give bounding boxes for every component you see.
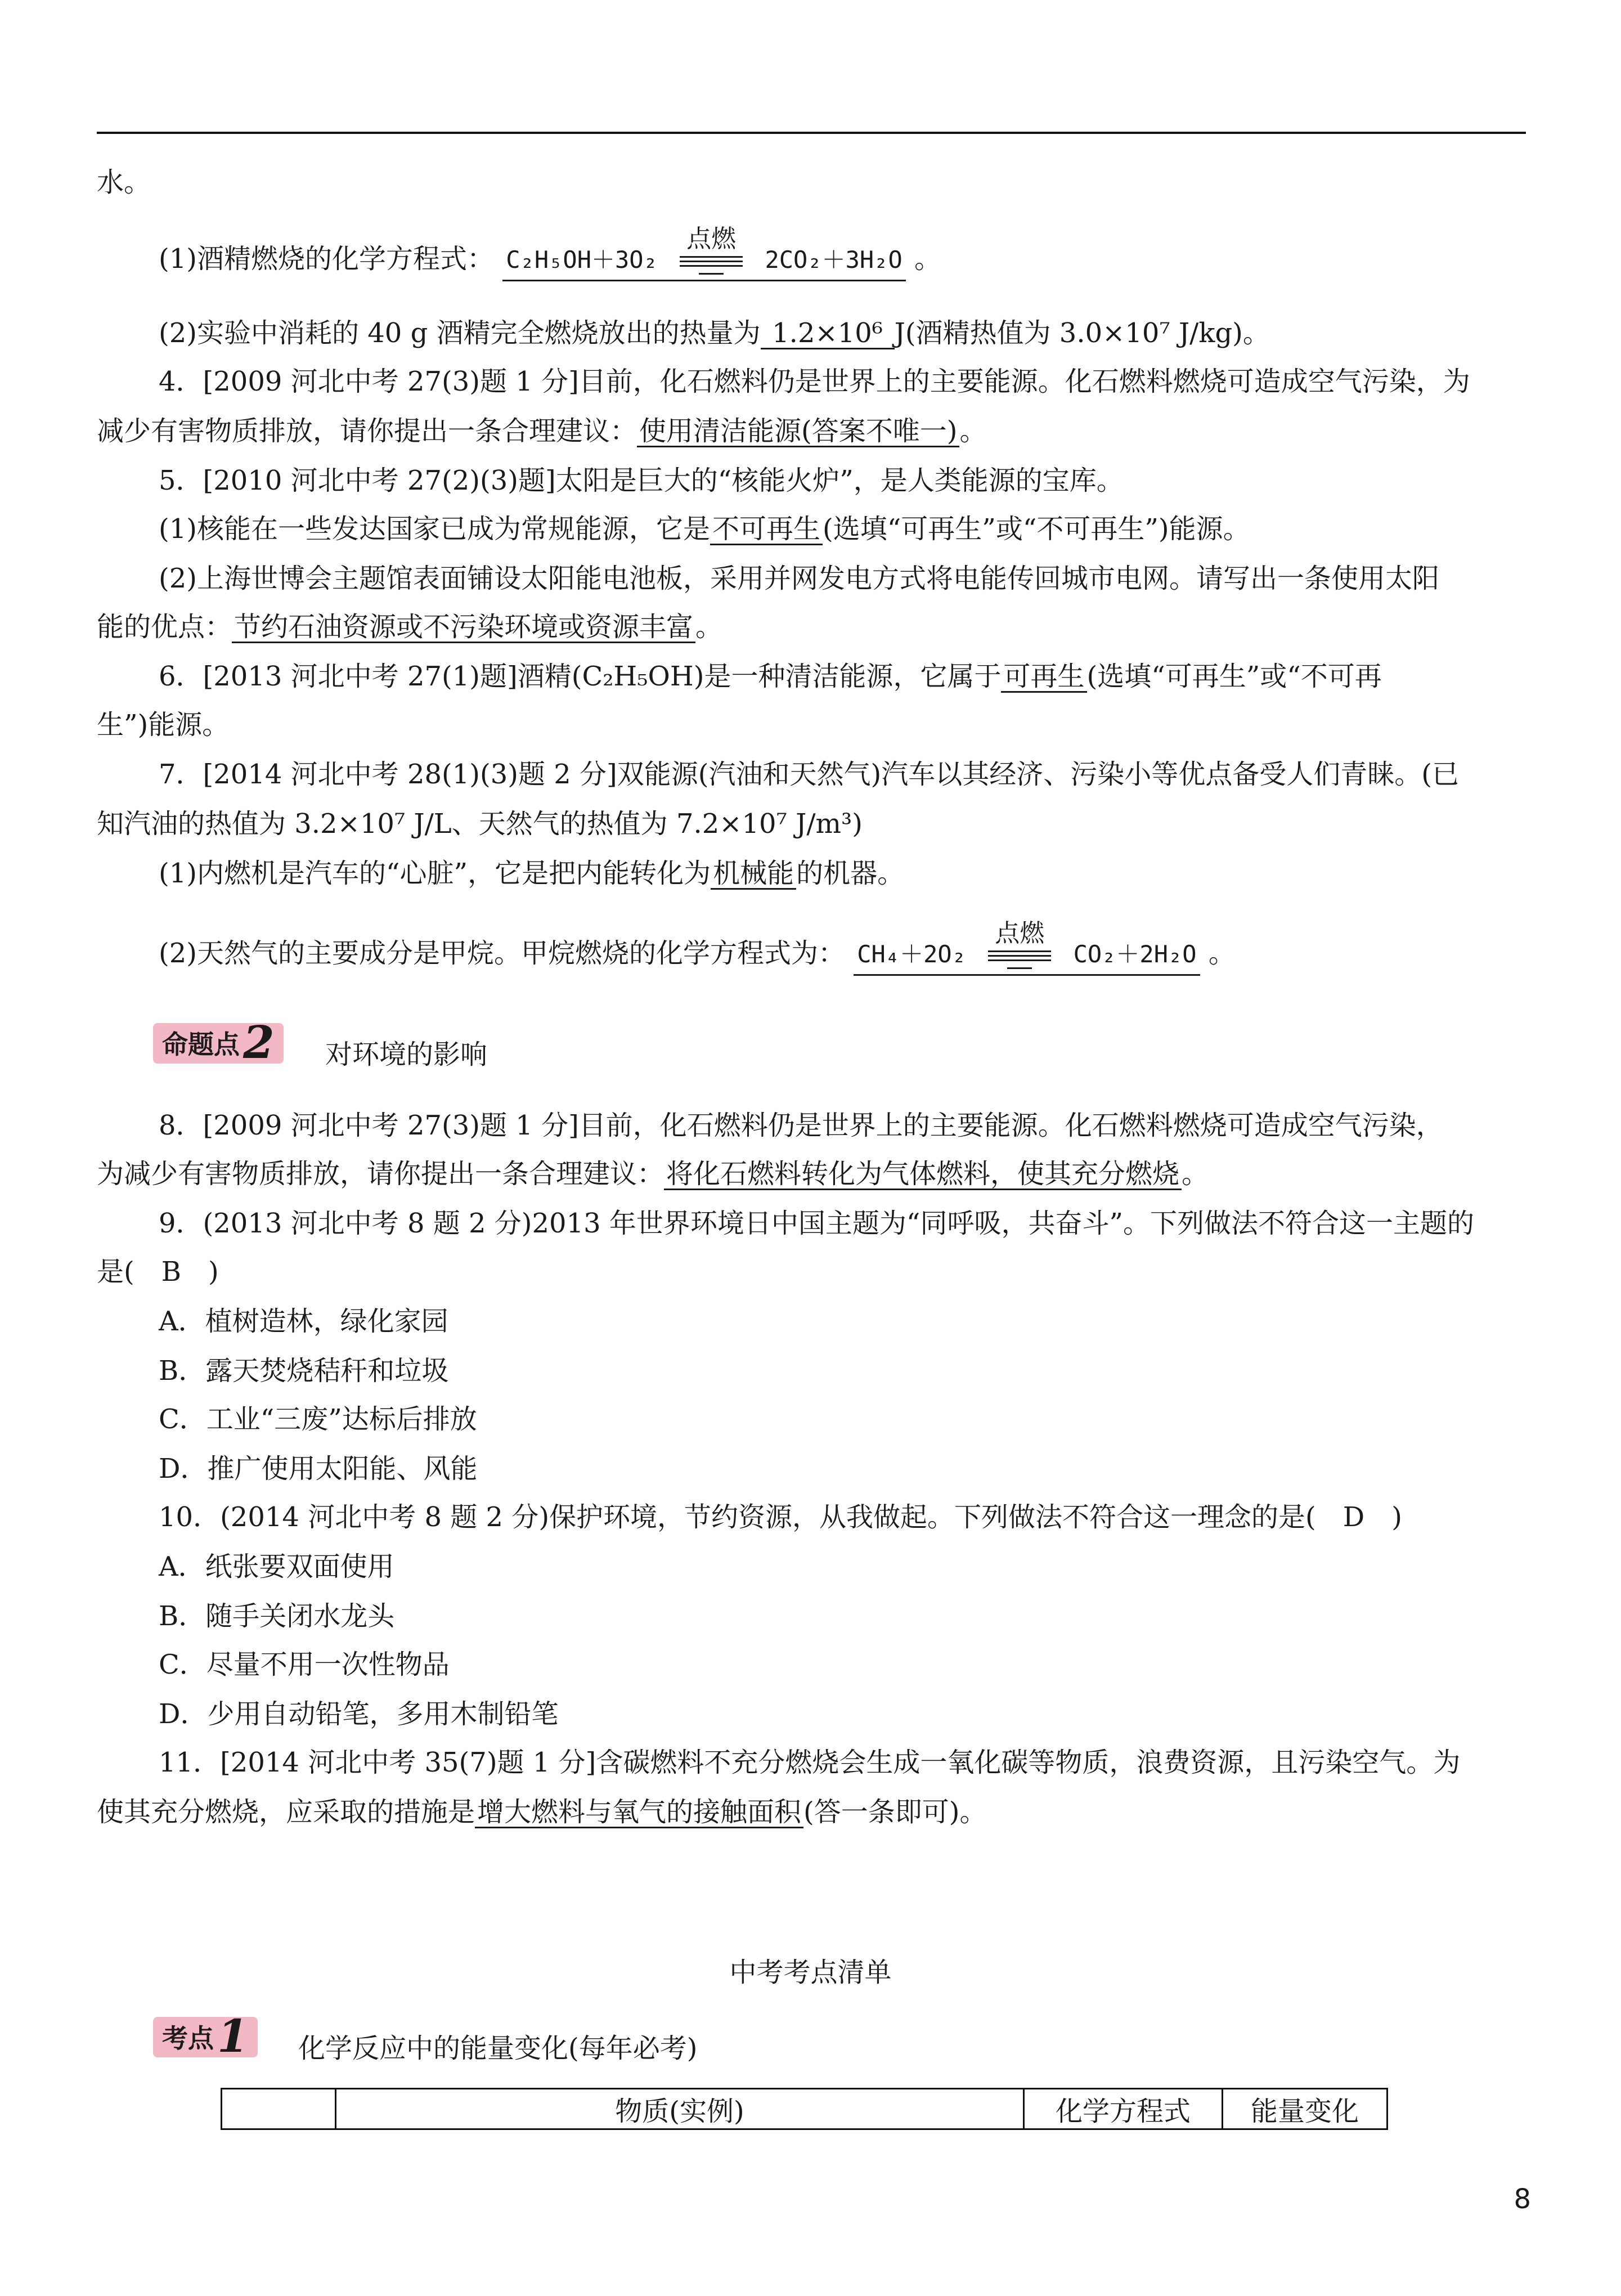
option-b: B．露天焚烧秸秆和垃圾 [159,1355,449,1387]
q6-line2: 生”)能源。 [97,709,230,741]
energy-change-table [221,2088,1388,2130]
answer-blank: 节约石油资源或不污染环境或资源丰富 [232,612,695,643]
q8-line1: 8．[2009 河北中考 27(3)题 1 分]目前，化石燃料仍是世界上的主要能源。化石燃料燃烧可造成空气污染， [159,1110,1443,1141]
section-title: 对环境的影响 [325,1039,488,1070]
answer-blank: 将化石燃料转化为气体燃料，使其充分燃烧 [664,1159,1182,1190]
option-b: B．随手关闭水龙头 [159,1600,395,1632]
header-rule [97,132,1526,134]
q11-line1: 11．[2014 河北中考 35(7)题 1 分]含碳燃料不充分燃烧会生成一氧化碳等物质，浪费资源，且污染空气。为 [159,1747,1461,1778]
answer-blank: 增大燃料与氧气的接触面积 [475,1797,803,1828]
table-header-cell: 能量变化 [1223,2089,1387,2129]
q1a-line: (1)酒精燃烧的化学方程式： C₂H₅OH＋3O₂ 点燃 2CO₂＋3H₂O 。 [159,241,941,281]
table-header-cell: 物质(实例) [336,2089,1024,2129]
q5-line1: 5．[2010 河北中考 27(2)(3)题]太阳是巨大的“核能火炉”，是人类能源的宝库。 [159,465,1124,496]
reaction-arrow: 点燃 [986,938,1053,974]
q9-line2: 是( B ) [97,1256,219,1288]
option-c: C．尽量不用一次性物品 [159,1649,450,1680]
answer-blank: 可再生 [1001,662,1086,693]
answer-blank: 机械能 [711,859,796,890]
reaction-arrow: 点燃 [677,244,745,280]
option-d: D．少用自动铅笔，多用木制铅笔 [159,1698,559,1730]
answer-blank: 不可再生 [710,514,823,545]
q11-line2: 使其充分燃烧，应采取的措施是增大燃料与氧气的接触面积(答一条即可)。 [97,1796,987,1828]
table-header-row [222,2089,1387,2129]
q5b-line1: (2)上海世博会主题馆表面铺设太阳能电池板，采用并网发电方式将电能传回城市电网。请写出一条使用太阳 [159,563,1439,594]
table-header-cell [222,2089,336,2129]
answer-blank: 1.2×10⁶ [761,319,895,349]
q7-line1: 7．[2014 河北中考 28(1)(3)题 2 分]双能源(汽油和天然气)汽车以其经济、污染小等优点备受人们青睐。(已 [159,759,1459,790]
section-badge: 命题点2 [153,1023,284,1064]
q5a-line: (1)核能在一些发达国家已成为常规能源，它是不可再生(选填“可再生”或“不可再生”)能源。 [159,513,1250,545]
option-d: D．推广使用太阳能、风能 [159,1453,478,1485]
q1b-line: (2)实验中消耗的 40 g 酒精完全燃烧放出的热量为 1.2×10⁶ J(酒精热值为 3.0×10⁷ J/kg)。 [159,317,1270,349]
q5b-line2: 能的优点：节约石油资源或不污染环境或资源丰富。 [97,611,723,643]
option-c: C．工业“三废”达标后排放 [159,1403,477,1435]
q7b-line: (2)天然气的主要成分是甲烷。甲烷燃烧的化学方程式为： CH₄＋2O₂ 点燃 CO₂＋2H₂O 。 [159,935,1236,976]
page-number: 8 [1514,2183,1531,2215]
section-badge: 考点1 [153,2017,258,2057]
option-a: A．纸张要双面使用 [159,1551,394,1582]
q6-line1: 6．[2013 河北中考 27(1)题]酒精(C₂H₅OH)是一种清洁能源，它属于可再生(选填“可再生”或“不可再 [159,661,1382,692]
q8-line2: 为减少有害物质排放，请你提出一条合理建议：将化石燃料转化为气体燃料，使其充分燃烧。 [97,1158,1209,1190]
text-line: 水。 [97,167,151,198]
equation-answer: C₂H₅OH＋3O₂ 点燃 2CO₂＋3H₂O [502,242,905,281]
table-header-cell: 化学方程式 [1024,2089,1223,2129]
answer-blank: 使用清洁能源(答案不唯一) [637,416,959,447]
q4-line1: 4．[2009 河北中考 27(3)题 1 分]目前，化石燃料仍是世界上的主要能源。化石燃料燃烧可造成空气污染，为 [159,366,1470,397]
q7a-line: (1)内燃机是汽车的“心脏”，它是把内能转化为机械能的机器。 [159,858,905,889]
q9-line1: 9．(2013 河北中考 8 题 2 分)2013 年世界环境日中国主题为“同呼吸，共奋斗”。下列做法不符合这一主题的 [159,1208,1475,1239]
q10-line1: 10．(2014 河北中考 8 题 2 分)保护环境，节约资源，从我做起。下列做法不符合这一理念的是( D ) [159,1501,1402,1533]
q7-line2: 知汽油的热值为 3.2×10⁷ J/L、天然气的热值为 7.2×10⁷ J/m³) [97,808,863,840]
equation-answer: CH₄＋2O₂ 点燃 CO₂＋2H₂O [854,936,1200,976]
section-title: 化学反应中的能量变化(每年必考) [298,2033,698,2064]
option-a: A．植树造林，绿化家园 [159,1306,448,1337]
q4-line2: 减少有害物质排放，请你提出一条合理建议：使用清洁能源(答案不唯一)。 [97,415,987,447]
page-title: 中考考点清单 [729,1957,892,1988]
